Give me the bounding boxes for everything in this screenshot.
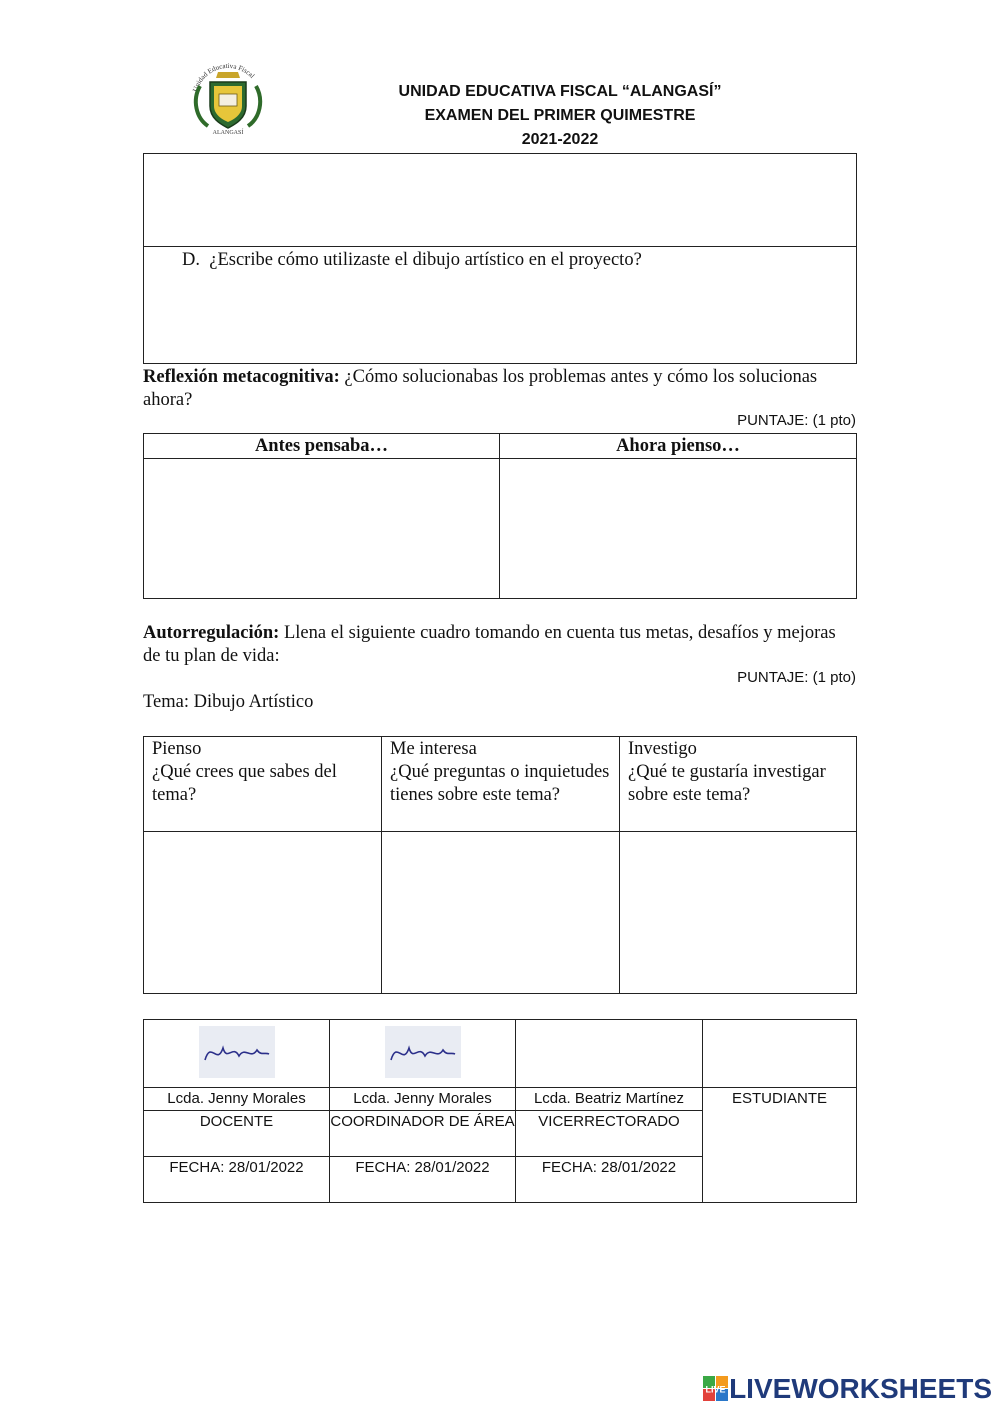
box-divider [144,246,856,247]
col-investigo-question: ¿Qué te gustaría investigar sobre este tema? [628,762,826,805]
answer-box [143,153,857,364]
crest-top-text: Unidad Educativa Fiscal [191,61,257,93]
col-me-interesa [382,737,620,832]
autorregulacion-puntaje: PUNTAJE: (1 pto) [737,669,856,686]
col-antes-pensaba: Antes pensaba… [144,434,500,459]
reflexion-label: Reflexión metacognitiva: [143,367,340,387]
reflexion-text: ¿Cómo solucionabas los problemas antes y cómo los solucionas ahora? [143,367,818,410]
liveworksheets-badge-icon [703,1376,729,1402]
pienso-answer-cell[interactable] [144,832,382,994]
signature-image-2 [385,1026,461,1078]
question-d-text: ¿Escribe cómo utilizaste el dibujo artístico en el proyecto? [209,250,642,270]
col-me-interesa-title: Me interesa [390,739,477,759]
signature-image-1 [199,1026,275,1078]
signer-role-2: COORDINADOR DE ÁREA [330,1111,516,1157]
col-pienso [144,737,382,832]
question-d-letter: D. [182,250,200,270]
question-d [182,249,642,272]
signer-role-3: VICERRECTORADO [516,1111,703,1157]
signer-date-3: FECHA: 28/01/2022 [516,1157,703,1203]
reflexion-puntaje: PUNTAJE: (1 pto) [737,412,856,429]
signer-name-1: Lcda. Jenny Morales [144,1088,330,1111]
kwl-table [143,736,857,994]
me-interesa-answer-cell[interactable] [382,832,620,994]
col-ahora-pienso: Ahora pienso… [500,434,857,459]
reflexion-table [143,433,857,599]
autorregulacion-label: Autorregulación: [143,623,280,643]
signatures-table [143,1019,857,1203]
signature-cell-1 [144,1020,330,1088]
autorregulacion-instructions [143,622,843,668]
exam-title: EXAMEN DEL PRIMER QUIMESTRE [424,107,696,124]
school-year: 2021-2022 [521,131,599,148]
ahora-pienso-answer-cell[interactable] [500,459,857,599]
col-me-interesa-question: ¿Qué preguntas o inquietudes tienes sobre este tema? [390,762,610,805]
signer-name-3: Lcda. Beatriz Martínez [516,1088,703,1111]
liveworksheets-wordmark: LIVEWORKSHEETS [729,1373,992,1404]
reflexion-instructions [143,366,843,412]
signature-cell-3 [516,1020,703,1088]
liveworksheets-logo [703,1373,992,1405]
school-name: UNIDAD EDUCATIVA FISCAL “ALANGASÍ” [398,83,722,100]
school-crest-logo [186,56,270,136]
signer-date-2: FECHA: 28/01/2022 [330,1157,516,1203]
signer-role-1: DOCENTE [144,1111,330,1157]
col-investigo [620,737,857,832]
signer-date-1: FECHA: 28/01/2022 [144,1157,330,1203]
signature-cell-2 [330,1020,516,1088]
crest-bottom-text: ALANGASÍ [212,130,244,136]
signer-estudiante: ESTUDIANTE [703,1088,857,1203]
col-pienso-question: ¿Qué crees que sabes del tema? [152,762,337,805]
investigo-answer-cell[interactable] [620,832,857,994]
signature-cell-4 [703,1020,857,1088]
col-pienso-title: Pienso [152,739,202,759]
tema-label: Tema: Dibujo Artístico [143,692,314,712]
signer-name-2: Lcda. Jenny Morales [330,1088,516,1111]
autorregulacion-text: Llena el siguiente cuadro tomando en cuenta tus metas, desafíos y mejoras de tu plan de vida: [143,623,836,666]
antes-pensaba-answer-cell[interactable] [144,459,500,599]
liveworksheets-badge-text: LIVE [705,1384,726,1395]
col-investigo-title: Investigo [628,739,697,759]
